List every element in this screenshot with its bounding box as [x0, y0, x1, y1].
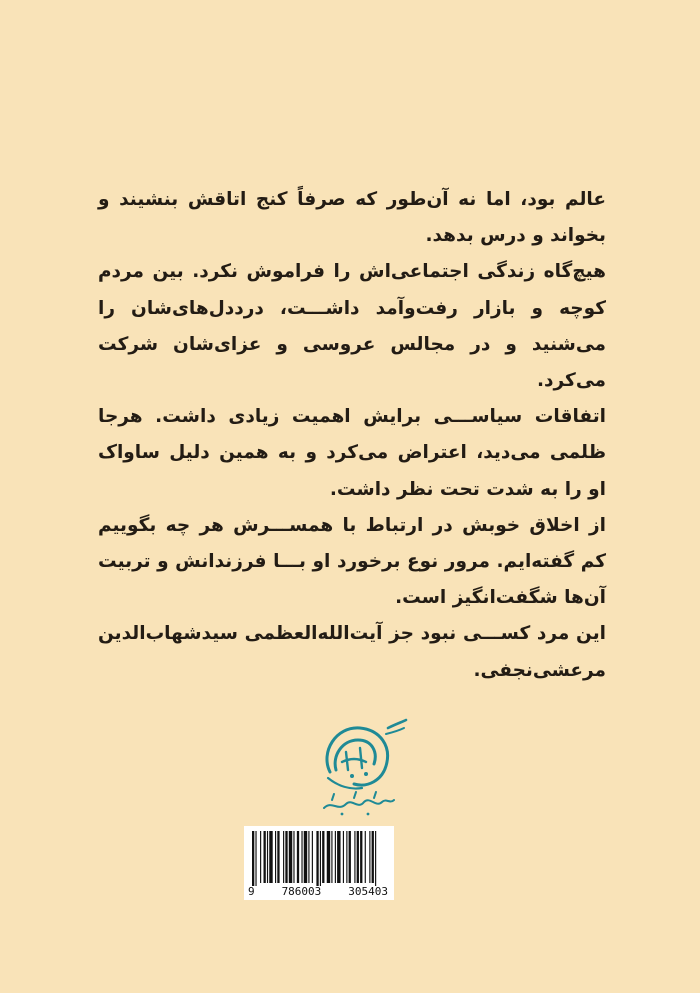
- barcode-bar: [269, 831, 272, 883]
- blurb-paragraph: از اخلاق خوبش در ارتباط با همســـرش هر چه بگوییم کم گفته‌ایم. مرور نوع برخورد او بـــا فرزندانش و تربیت آن‌ها شگفت‌انگیز است.: [98, 514, 606, 609]
- barcode-bar: [277, 831, 279, 883]
- barcode-bar: [343, 831, 344, 883]
- barcode-bar: [357, 831, 359, 883]
- isbn-group-2: 305403: [348, 885, 388, 898]
- barcode-bar: [293, 831, 294, 883]
- barcode-bar: [264, 831, 266, 883]
- barcode-bar: [337, 831, 340, 883]
- barcode-bar: [360, 831, 362, 883]
- barcode-bar: [365, 831, 366, 883]
- barcode-bar: [331, 831, 332, 883]
- blurb-paragraph: عالم بود، اما نه آن‌طور که صرفاً کنج اتاقش بنشیند و بخواند و درس بدهد.: [98, 189, 606, 247]
- blurb-paragraph: اتفاقات سیاســـی برایش اهمیت زیادی داشت. هرجا ظلمی می‌دید، اعتراض می‌کرد و به همین دلیل ساواک او را به شدت تحت نظر داشت.: [98, 406, 606, 500]
- barcode-bar: [252, 831, 254, 886]
- barcode-bar: [320, 831, 321, 886]
- barcode-bar: [275, 831, 276, 883]
- barcode-bar: [297, 831, 299, 883]
- barcode-bars: [244, 826, 394, 886]
- barcode-bar: [349, 831, 351, 883]
- barcode-bar: [301, 831, 302, 883]
- barcode-bar: [312, 831, 313, 883]
- barcode-bar: [316, 831, 318, 886]
- publisher-calligraphy-logo-icon: [302, 712, 412, 822]
- blurb-text: [98, 182, 606, 689]
- barcode-bar: [260, 831, 261, 883]
- barcode-bar: [327, 831, 330, 883]
- barcode-bar: [335, 831, 336, 883]
- barcode-bar: [289, 831, 292, 883]
- barcode-bar: [267, 831, 268, 883]
- isbn-barcode: [244, 826, 394, 900]
- barcode-bar: [375, 831, 376, 886]
- barcode-bar: [322, 831, 324, 883]
- blurb-paragraph: هیچ‌گاه زندگی اجتماعی‌اش را فراموش نکرد. بین مردم کوچه و بازار رفت‌وآمد داشـــت، درددل‌های‌شان را می‌شنید و در مجالس عروسی و عزای‌شان شرکت می‌کرد.: [98, 261, 606, 392]
- blurb-paragraph: این مرد کســـی نبود جز آیت‌الله‌العظمی سیدشهاب‌الدین مرعشی‌نجفی.: [98, 623, 606, 681]
- barcode-bar: [283, 831, 284, 883]
- barcode-bar: [354, 831, 355, 883]
- barcode-bar: [346, 831, 347, 883]
- isbn-prefix: 9: [248, 885, 255, 898]
- barcode-bar: [285, 831, 287, 883]
- isbn-digits: [244, 885, 394, 898]
- isbn-group-1: 786003: [281, 885, 322, 898]
- barcode-bar: [369, 831, 370, 883]
- barcode-bar: [304, 831, 307, 883]
- barcode-bar: [255, 831, 256, 886]
- barcode-bar: [308, 831, 309, 883]
- barcode-bar: [372, 831, 374, 883]
